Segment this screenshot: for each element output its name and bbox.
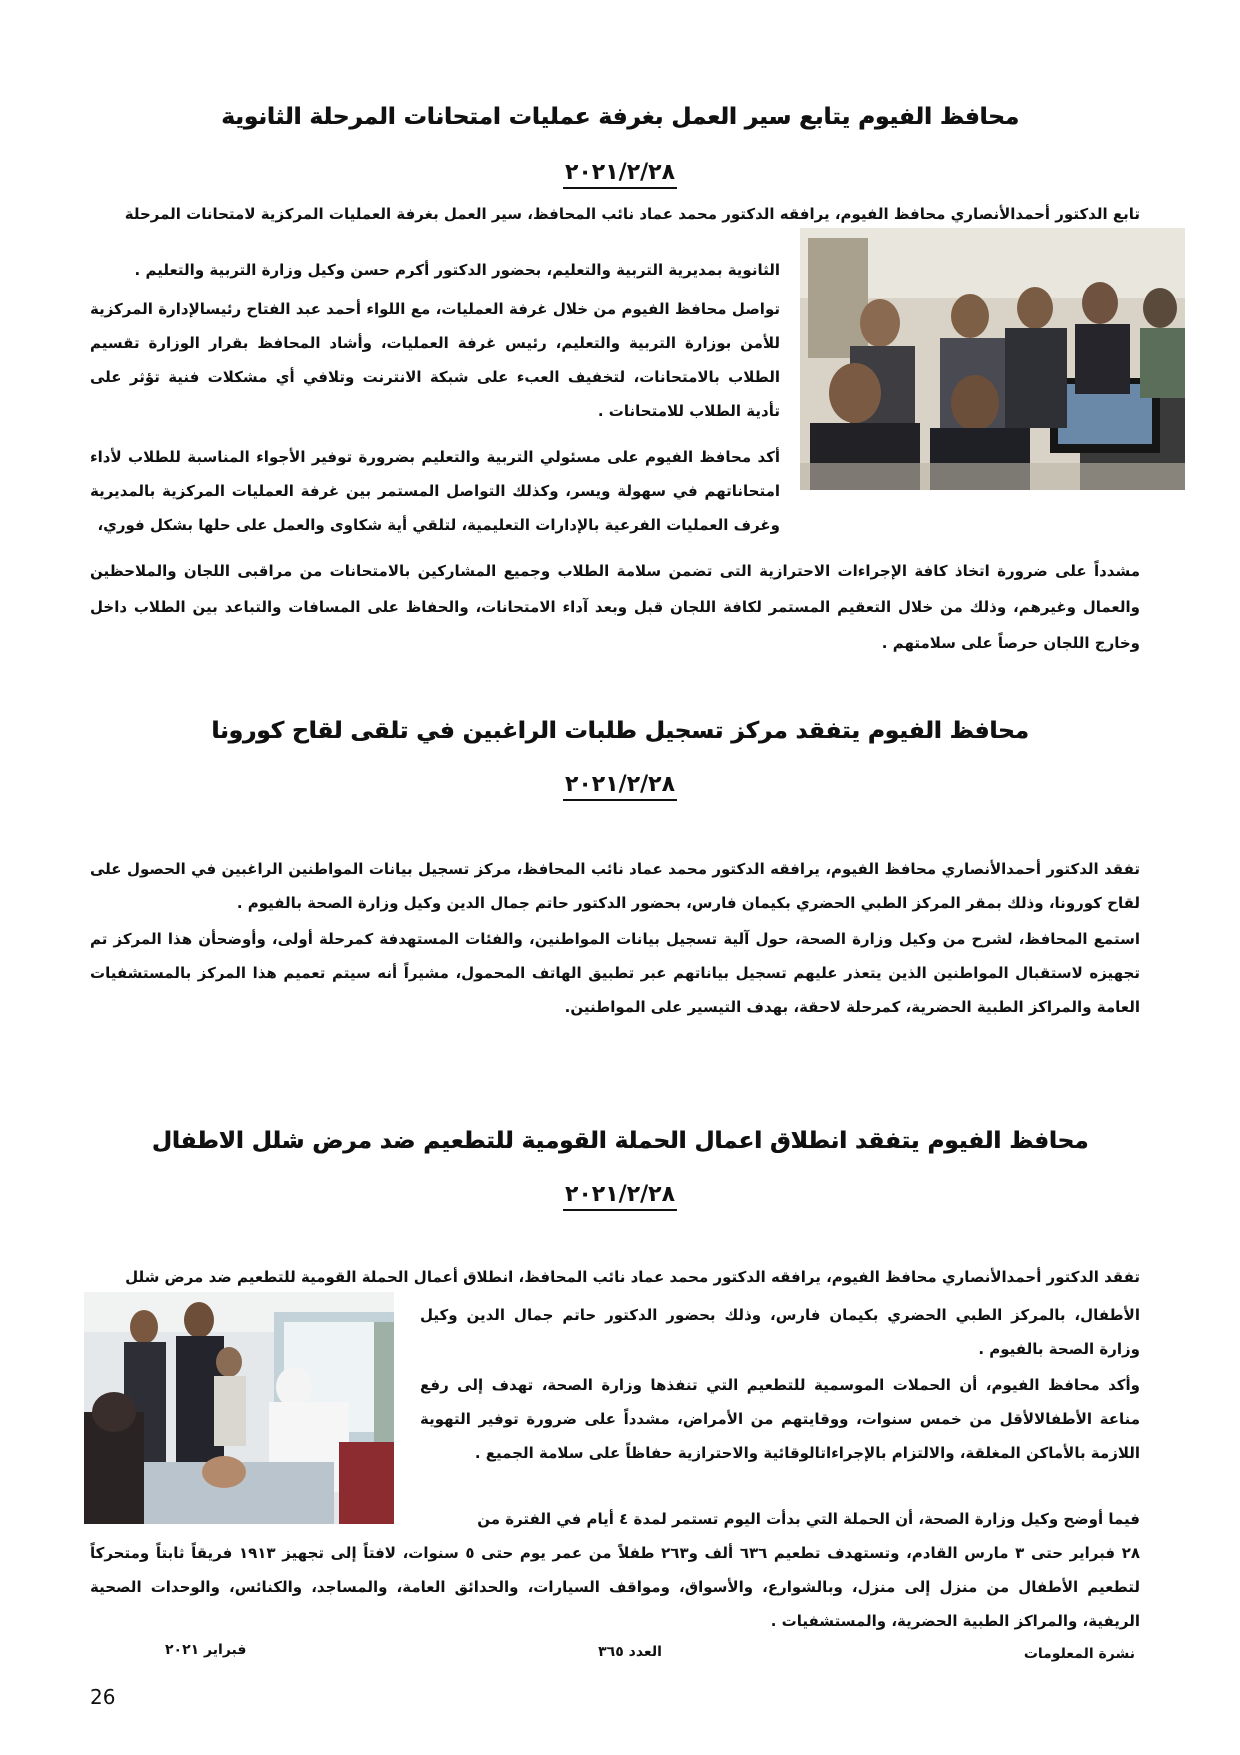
article-2-paragraph-1: تفقد الدكتور أحمدالأنصاري محافظ الفيوم، يرافقه الدكتور محمد عماد نائب المحافظ، مركز تسجيل بيانات المواطنين الراغبين في الحصول على لقاح كورونا، وذلك بمقر المركز الطبي الحضري بكيمان فارس، بحضور الدكتور حاتم جمال الدين وكيل وزارة الصحة بالفيوم . (90, 860, 1140, 912)
article-3-paragraph-5: ٢٨ فبراير حتى ٣ مارس القادم، وتستهدف تطعيم ٦٣٦ ألف و٢٦٣ طفلاً من عمر يوم حتى ٥ سنوات، لافتاً إلى تجهيز ١٩١٣ فريقاً ثابتاً ومتحركاً لتطعيم الأطفال من منزل إلى منزل، وبالشوارع، والأسواق، ومواقف السيارات، والحدائق العامة، والمساجد، والكنائس، والوحدات الصحية الريفية، والمراكز الطبية الحضرية، والمستشفيات . (90, 1544, 1140, 1630)
officials-at-computer-photo (800, 228, 1185, 490)
page-number: 26 (90, 1685, 116, 1709)
article-1-title: محافظ الفيوم يتابع سير العمل بغرفة عمليات امتحانات المرحلة الثانوية (221, 104, 1019, 130)
article-1-paragraph-4: أكد محافظ الفيوم على مسئولي التربية والتعليم بضرورة توفير الأجواء المناسبة للطلاب لأداء امتحاناتهم في سهولة ويسر، وكذلك التواصل المستمر بين غرفة العمليات المركزية بالمديرية وغرف العمليات الفرعية بالإدارات التعليمية، لتلقي أية شكاوى والعمل على حلها بشكل فوري، (90, 448, 780, 534)
article-3-paragraph-4: فيما أوضح وكيل وزارة الصحة، أن الحملة التي بدأت اليوم تستمر لمدة ٤ أيام في الفترة من (477, 1510, 1140, 1528)
footer-issue: العدد ٣٦٥ (598, 1644, 662, 1660)
child-vaccination-photo (84, 1292, 394, 1524)
article-1-paragraph-1: تابع الدكتور أحمدالأنصاري محافظ الفيوم، يرافقه الدكتور محمد عماد نائب المحافظ، سير العمل بغرفة العمليات المركزية لامتحانات المرحلة (124, 205, 1140, 223)
article-1-date: ٢٠٢١/٢/٢٨ (0, 160, 1240, 185)
article-3-paragraph-1: تفقد الدكتور أحمدالأنصاري محافظ الفيوم، يرافقه الدكتور محمد عماد نائب المحافظ، انطلاق أعمال الحملة القومية للتطعيم ضد مرض شلل (125, 1268, 1140, 1286)
article-3-paragraph-2: الأطفال، بالمركز الطبي الحضري بكيمان فارس، وذلك بحضور الدكتور حاتم جمال الدين وكيل وزارة الصحة بالفيوم . (420, 1306, 1140, 1358)
article-2-date: ٢٠٢١/٢/٢٨ (0, 772, 1240, 797)
article-3-title: محافظ الفيوم يتفقد انطلاق اعمال الحملة القومية للتطعيم ضد مرض شلل الاطفال (151, 1128, 1089, 1154)
article-1-paragraph-2: الثانوية بمديرية التربية والتعليم، بحضور الدكتور أكرم حسن وكيل وزارة التربية والتعليم . (134, 261, 780, 279)
article-3-paragraph-3: وأكد محافظ الفيوم، أن الحملات الموسمية للتطعيم التي تنفذها وزارة الصحة، تهدف إلى رفع مناعة الأطفالالأقل من خمس سنوات، ووقايتهم من الأمراض، مشدداً على ضرورة توفير التهوية اللازمة بالأماكن المغلقة، والالتزام بالإجراءاتالوقائية والاحترازية حفاظاً على سلامة الجميع . (420, 1376, 1140, 1462)
footer-publication: نشرة المعلومات (1023, 1646, 1135, 1662)
article-3-date: ٢٠٢١/٢/٢٨ (0, 1182, 1240, 1207)
article-1-paragraph-3: تواصل محافظ الفيوم من خلال غرفة العمليات، مع اللواء أحمد عبد الفتاح رئيسالإدارة المركزية للأمن بوزارة التربية والتعليم، رئيس غرفة العمليات، وأشاد المحافظ بقرار الوزارة تقسيم الطلاب بالامتحانات، لتخفيف العبء على شبكة الانترنت وتلافي أي مشكلات فنية تؤثر على تأدية الطلاب للامتحانات . (90, 300, 780, 420)
article-2-title: محافظ الفيوم يتفقد مركز تسجيل طلبات الراغبين في تلقى لقاح كورونا (211, 718, 1029, 744)
article-2-paragraph-2: استمع المحافظ، لشرح من وكيل وزارة الصحة، حول آلية تسجيل بيانات المواطنين، والفئات المستهدفة كمرحلة أولى، وأوضحأن هذا المركز تم تجهيزه لاستقبال المواطنين الذين يتعذر عليهم تسجيل بياناتهم عبر تطبيق الهاتف المحمول، مشيراً أنه سيتم تعميم هذا المركز بالمستشفيات العامة والمراكز الطبية الحضرية، كمرحلة لاحقة، بهدف التيسير على المواطنين. (90, 930, 1140, 1016)
footer-month: فبراير ٢٠٢١ (165, 1642, 247, 1658)
article-1-paragraph-5: مشدداً على ضرورة اتخاذ كافة الإجراءات الاحترازية التى تضمن سلامة الطلاب وجميع المشاركين بالامتحانات من مراقبى اللجان والملاحظين والعمال وغيرهم، وذلك من خلال التعقيم المستمر لكافة اللجان قبل وبعد آداء الامتحانات، والحفاظ على المسافات والتباعد بين الطلاب داخل وخارج اللجان حرصاً على سلامتهم . (90, 562, 1140, 652)
